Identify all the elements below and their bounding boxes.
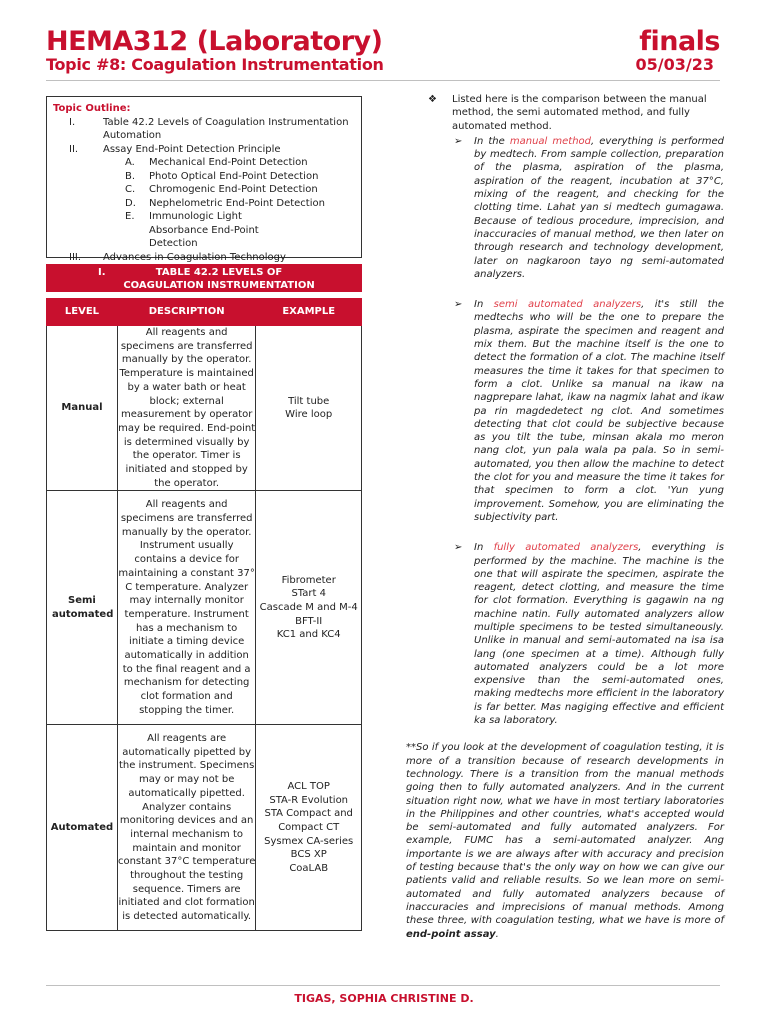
bullet-paragraph: [474, 135, 724, 281]
summary-note: [406, 741, 724, 940]
table-header-level: LEVEL: [47, 299, 118, 326]
date-label: 05/03/23: [635, 55, 714, 74]
outline-subitem: [53, 156, 355, 170]
outline-subitem: [53, 210, 355, 251]
example-item: Fibrometer: [281, 574, 336, 586]
level-name: Semi automated: [51, 595, 114, 620]
section-number: I.: [98, 267, 106, 278]
example-item: BFT-II: [295, 615, 323, 627]
bullet-text: , everything is performed by medtech. From sample collection, preparation of the plasma, aspiration of the plasma, aspiration of the reagent, incubation at 37°C, mixing of the reagent, and checking for the clotting time. Lahat yan si medtech gumagawa. Because of tedious procedure, imprecision, and inaccuracies of manual method, we then later on through research and technology development, later on nagkaroon tayo ng semi-automated analyzers.: [474, 135, 724, 280]
outline-subitem: [53, 183, 355, 197]
intro-bullet: [406, 93, 724, 133]
example-item: CoaLAB: [289, 863, 329, 875]
outline-subitem-text: Immunologic Light Absorbance End-Point Detection: [149, 211, 259, 249]
comparison-bullet: [454, 541, 725, 727]
example-item: STart 4: [291, 588, 326, 600]
footer-divider: [46, 985, 720, 986]
example-cell: [256, 326, 362, 491]
example-item: Wire loop: [285, 409, 333, 421]
example-item: KC1 and KC4: [276, 629, 341, 641]
outline-subitem-num: A.: [125, 157, 135, 168]
outline-subitem-num: E.: [125, 211, 135, 222]
bullet-paragraph: [474, 298, 724, 524]
example-cell: [256, 725, 362, 931]
example-item: STA-R Evolution: [269, 794, 349, 806]
comparison-bullet: [454, 298, 725, 524]
note-text: **So if you look at the development of coagulation testing, it is more of a transition because of research developments in technology. There is a transition from the manual methods going then to fully automated analyzers. And in the current situation right now, what we have in most tertiary laboratories in the Philippines and other countries, what's accepted would be semi-automated and fully automated analyzers. For example, FUMC has a semi-automated analyzer. Ang importante is we are always after with accuracy and precision of testing because that's the only way on how we can give our patients valid and reliable results. So we lean more on semi-automated and fully automated analyzers because of inaccuracies and imprecisions of manual methods. Among these three, with coagulation testing, what we have is more of: [406, 742, 724, 927]
arrow-bullet-icon: ➢: [454, 299, 463, 311]
outline-subitem-num: D.: [125, 197, 136, 209]
section-title: TABLE 42.2 LEVELS OF COAGULATION INSTRUMENTATION: [123, 267, 315, 291]
outline-subitem-text: Chromogenic End-Point Detection: [149, 184, 318, 195]
example-item: BCS XP: [290, 849, 327, 861]
outline-heading: Topic Outline:: [53, 103, 131, 114]
topic-title: Topic #8: Coagulation Instrumentation: [46, 55, 384, 74]
outline-item: [53, 143, 355, 157]
example-cell: [256, 491, 362, 725]
bullet-text: , it's still the medtechs who will be the one to prepare the plasma, aspirate the specimen and reagent and mix them. But the machine itself is the one to detect the formation of a clot. The machine itself measures the time it takes for that specimen to form a clot. Unlike sa manual na ikaw na nagprepare lahat, ikaw na nagmix lahat and ikaw pa rin magdedetect ng clot. And sometimes detecting that clot could be subjective because as you tilt the tube, minsan akala mo meron nang clot, yun pala wala pa pala. So in semi-automated, you then allow the machine to detect the clot for you and measure the time it takes for that specimen to form a clot. 'Yun yung improvement. Somehow, you are eliminating the subjectivity part.: [474, 299, 725, 523]
section-heading-bar: [46, 264, 362, 292]
comparison-bullet: [454, 135, 724, 281]
bullet-paragraph: [474, 541, 724, 727]
example-item: STA Compact and Compact CT: [264, 808, 353, 834]
description-cell: All reagents and specimens are transferred manually by the operator. Instrument usually contains a device for maintaining a constant 37° C temperature. Analyzer may internally monitor temperature. Instrument has a mechanism to initiate a timing device automatically in addition to the final reagent and a mechanism for detecting clot formation and stopping the timer.: [117, 491, 255, 725]
outline-subitem-text: Nephelometric End-Point Detection: [149, 197, 325, 209]
table-row: [47, 725, 362, 931]
topic-outline-box: [46, 96, 362, 263]
outline-item: [53, 251, 355, 265]
outline-subitem-text: Photo Optical End-Point Detection: [149, 170, 319, 182]
example-item: ACL TOP: [287, 780, 330, 792]
note-bold-term: end-point assay: [406, 928, 496, 940]
outline-subitem-num: B.: [125, 170, 136, 182]
arrow-bullet-icon: ➢: [454, 135, 463, 147]
outline-subitem-num: C.: [125, 184, 136, 195]
outline-item-num: III.: [69, 251, 82, 263]
outline-item-num: II.: [69, 143, 79, 155]
level-cell: [47, 491, 118, 725]
description-cell: All reagents are automatically pipetted by the instrument. Specimens may or may not be automatically pipetted. Analyzer contains monitoring devices and an internal mechanism to maintain and monitor constant 37°C temperature throughout the testing sequence. Timers are initiated and clot formation is detected automatically.: [117, 725, 255, 931]
note-end: .: [495, 928, 499, 940]
bullet-highlight: semi automated analyzers: [493, 299, 642, 311]
level-cell: Manual: [47, 326, 118, 491]
table-header-row: [47, 299, 362, 326]
arrow-bullet-icon: ➢: [454, 542, 463, 554]
outline-item-num: I.: [69, 116, 76, 128]
example-item: Tilt tube: [288, 395, 330, 407]
header-divider: [46, 80, 720, 81]
outline-subitem: [53, 170, 355, 184]
right-column: [406, 93, 724, 941]
level-cell: Automated: [47, 725, 118, 931]
automation-levels-table: [46, 298, 362, 931]
outline-item-text: Advances in Coagulation Technology: [103, 251, 286, 263]
bullet-text: In: [474, 542, 494, 554]
outline-item-text: Table 42.2 Levels of Coagulation Instrumentation Automation: [103, 116, 349, 141]
intro-text: Listed here is the comparison between the manual method, the semi automated method, and fully automated method.: [452, 94, 707, 132]
author-footer: TIGAS, SOPHIA CHRISTINE D.: [294, 992, 474, 1005]
page-title: HEMA312 (Laboratory): [46, 26, 383, 57]
example-item: Sysmex CA-series: [264, 835, 354, 847]
bullet-text: , everything is performed by the machine. The machine is the one that will aspirate the specimen, aspirate the reagent, detect clotting, and measure the time for clot formation. Everything is gagawin na ng machine natin. Fully automated analyzers allow multiple specimens to be tested simultaneously. Unlike in manual and semi-automated na isa isa lang (one specimen at a time). Although fully automated analyzers could be a lot more expensive than the semi-automated ones, making medtechs more efficient in the laboratory is far better. Mas nagiging effective and efficient ka sa laboratory.: [474, 542, 725, 727]
outline-subitem: [53, 197, 355, 211]
bullet-highlight: fully automated analyzers: [493, 542, 639, 554]
bullet-text: In the: [474, 135, 510, 147]
outline-item: [53, 116, 355, 143]
table-row: [47, 491, 362, 725]
diamond-bullet-icon: ❖: [428, 94, 437, 105]
table-row: [47, 326, 362, 491]
outline-item-text: Assay End-Point Detection Principle: [103, 143, 281, 155]
bullet-text: In: [474, 299, 494, 311]
table-header-description: DESCRIPTION: [117, 299, 255, 326]
outline-subitem-text: Mechanical End-Point Detection: [149, 157, 308, 168]
example-item: Cascade M and M-4: [259, 602, 358, 614]
bullet-highlight: manual method: [509, 135, 592, 147]
term-tag: finals: [639, 26, 720, 57]
description-cell: All reagents and specimens are transferred manually by the operator. Temperature is maintained by a water bath or heat block; external measurement by operator may be required. End-point is determined visually by the operator. Timer is initiated and stopped by the operator.: [117, 326, 255, 491]
table-header-example: EXAMPLE: [256, 299, 362, 326]
